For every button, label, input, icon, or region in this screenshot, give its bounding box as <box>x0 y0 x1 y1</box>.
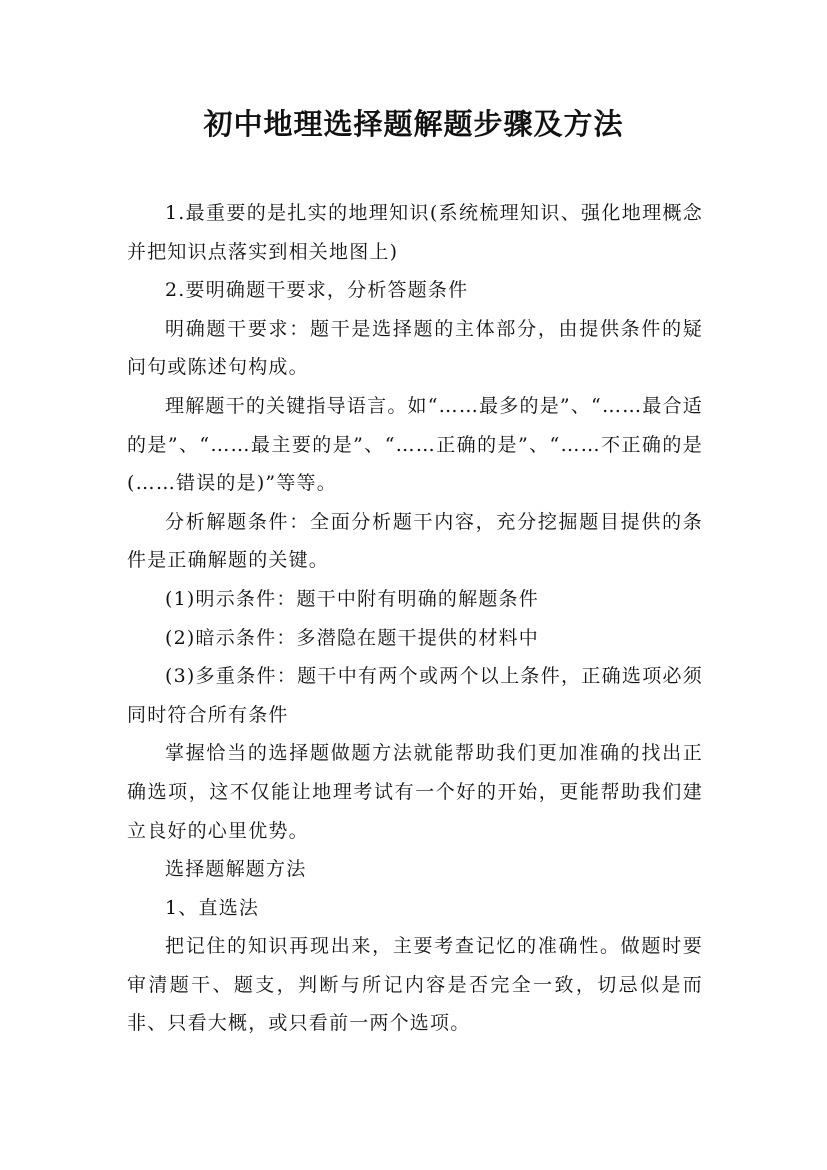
paragraph-multiple-conditions: (3)多重条件：题干中有两个或两个以上条件，正确选项必须同时符合所有条件 <box>127 665 703 726</box>
paragraph-stem-definition: 明确题干要求：题干是选择题的主体部分，由提供条件的疑问句或陈述句构成。 <box>127 317 703 379</box>
paragraph-key-phrases: 理解题干的关键指导语言。如“……最多的是”、“……最合适的是”、“……最主要的是”、“……正确的是”、“……不正确的是(……错误的是)”等等。 <box>127 394 703 495</box>
paragraph-clarify-requirements: 2.要明确题干要求，分析答题条件 <box>165 279 469 302</box>
paragraph-method-benefit: 掌握恰当的选择题做题方法就能帮助我们更加准确的找出正确选项，这不仅能让地理考试有一个好的开始，更能帮助我们建立良好的心里优势。 <box>127 742 703 842</box>
section-heading-methods: 选择题解题方法 <box>165 858 307 881</box>
paragraph-direct-method: 把记住的知识再现出来，主要考查记忆的准确性。做题时要审清题干、题支，判断与所记内容是否完全一致，切忌似是而非、只看大概，或只看前一两个选项。 <box>127 935 703 1035</box>
document-body <box>127 194 703 1043</box>
document-title: 初中地理选择题解题步骤及方法 <box>203 107 624 141</box>
paragraph-knowledge-basis: 1.最重要的是扎实的地理知识(系统梳理知识、强化地理概念并把知识点落实到相关地图上) <box>127 202 703 263</box>
paragraph-explicit-conditions: (1)明示条件：题干中附有明确的解题条件 <box>165 587 539 610</box>
method-heading-direct: 1、直选法 <box>165 896 260 919</box>
paragraph-analyze-conditions: 分析解题条件：全面分析题干内容，充分挖掘题目提供的条件是正确解题的关键。 <box>127 510 703 572</box>
paragraph-implicit-conditions: (2)暗示条件：多潜隐在题干提供的材料中 <box>165 626 539 649</box>
